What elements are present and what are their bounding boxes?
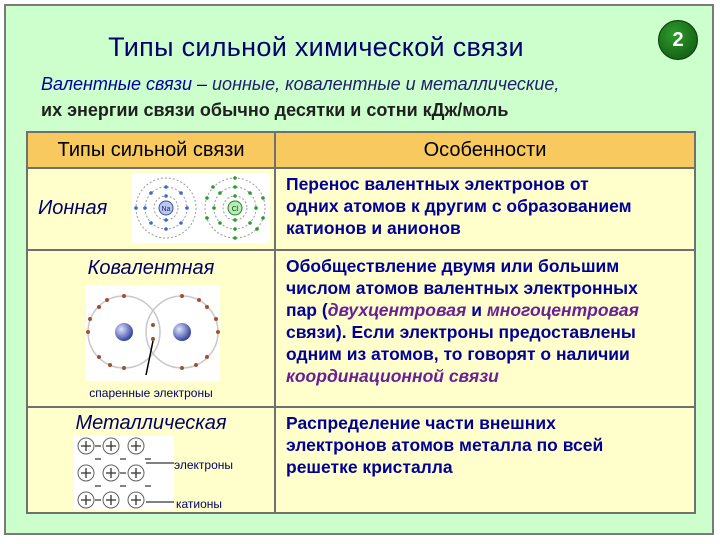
ionic-label: Ионная xyxy=(38,197,108,219)
sodium-symbol: Na xyxy=(161,206,171,213)
bond-types-table xyxy=(26,131,696,514)
subtitle-line-2: их энергии связи обычно десятки и сотни кДж/моль xyxy=(41,100,509,120)
table-row xyxy=(27,168,695,250)
desc-text: пар ( xyxy=(286,300,328,320)
metallic-description-cell xyxy=(275,407,695,513)
covalent-cell xyxy=(27,250,275,407)
header-features: Особенности xyxy=(275,132,695,168)
covalent-desc-line xyxy=(286,299,690,321)
table-row xyxy=(27,407,695,513)
chlorine-symbol: Cl xyxy=(231,206,239,213)
table-header-row xyxy=(27,132,695,168)
ionic-desc-line: катионов и анионов xyxy=(286,218,461,238)
desc-italic-term: координационной связи xyxy=(286,366,499,386)
ionic-description xyxy=(276,169,694,239)
covalent-desc-line: Обобществление двумя или большим xyxy=(286,256,620,276)
slide xyxy=(4,4,714,535)
ionic-atoms-image xyxy=(132,173,270,243)
paired-electrons-caption: спаренные электроны xyxy=(89,386,213,400)
cations-label: катионы xyxy=(176,497,223,511)
subtitle-term: Валентные связи – xyxy=(41,74,213,94)
subtitle-line-1 xyxy=(41,74,559,95)
ionic-description-cell xyxy=(275,168,695,250)
covalent-atoms-image xyxy=(86,285,220,381)
covalent-desc-line: связи). Если электроны предоставлены xyxy=(286,322,636,342)
metallic-cell xyxy=(27,407,275,513)
slide-title: Типы сильной химической связи xyxy=(108,32,524,62)
ionic-desc-line: одних атомов к другим с образованием xyxy=(286,196,632,216)
desc-italic-term: многоцентровая xyxy=(486,300,639,320)
metallic-desc-line: Распределение части внешних xyxy=(286,413,556,433)
metal-lattice-image xyxy=(74,436,174,510)
covalent-description-cell xyxy=(275,250,695,407)
metallic-desc-line: решетке кристалла xyxy=(286,457,453,477)
metallic-desc-line: электронов атомов металла по всей xyxy=(286,435,604,455)
header-types: Типы сильной связи xyxy=(27,132,275,168)
metallic-label: Металлическая xyxy=(75,412,227,434)
electrons-label: электроны xyxy=(174,458,234,472)
desc-text: и xyxy=(466,300,487,320)
table-row xyxy=(27,250,695,407)
ionic-desc-line: Перенос валентных электронов от xyxy=(286,174,589,194)
subtitle-types: ионные, ковалентные и металлические, xyxy=(212,74,560,94)
slide-number-badge: 2 xyxy=(658,20,698,60)
covalent-description xyxy=(276,251,694,387)
covalent-desc-line: числом атомов валентных электронных xyxy=(286,278,638,298)
ionic-cell xyxy=(27,168,275,250)
covalent-desc-line: одним из атомов, то говорят о наличии xyxy=(286,344,630,364)
covalent-label: Ковалентная xyxy=(87,257,215,279)
metallic-description xyxy=(276,408,694,478)
desc-italic-term: двухцентровая xyxy=(327,300,467,320)
covalent-desc-line xyxy=(286,365,690,387)
